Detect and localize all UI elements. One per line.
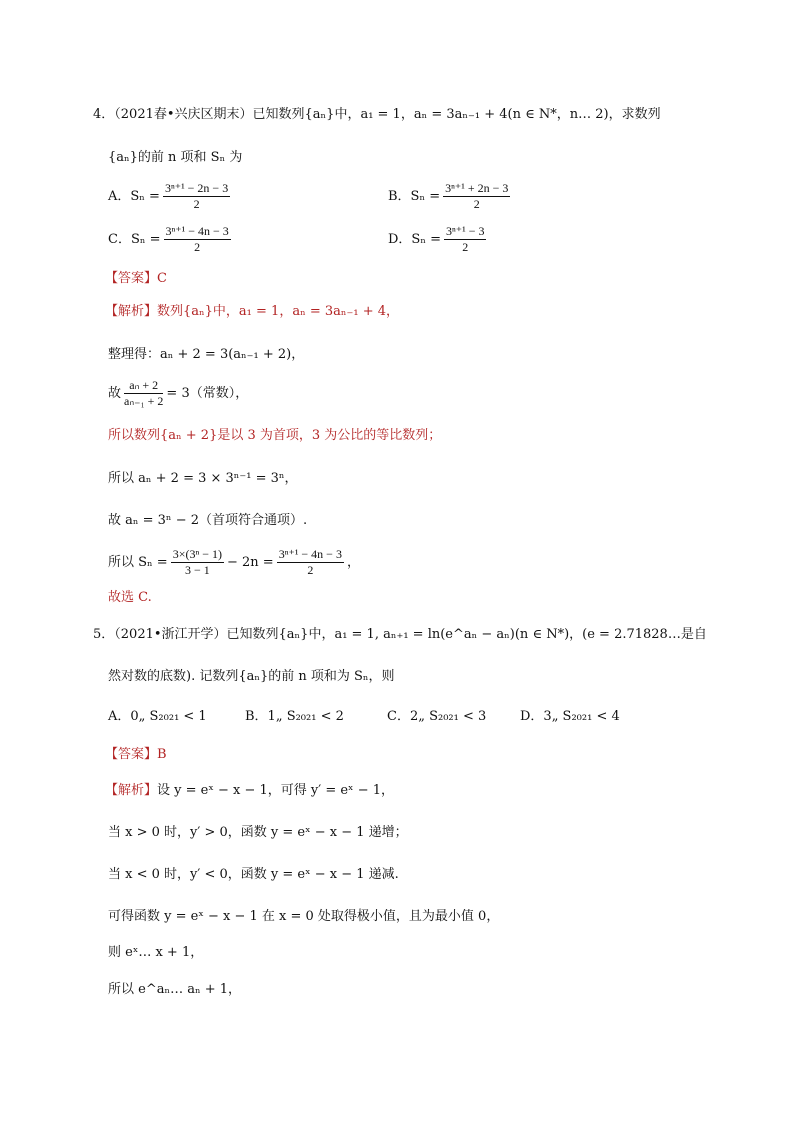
q4-stem-line2: {aₙ}的前 n 项和 Sₙ 为 bbox=[108, 150, 243, 165]
option-label: B．Sₙ = bbox=[388, 189, 441, 204]
option-denominator: 2 bbox=[473, 197, 480, 211]
q4-option-b bbox=[388, 181, 513, 212]
q5-stem-line1: 5．（2021•浙江开学）已知数列{aₙ}中，a₁ = 1, aₙ₊₁ = ln(e^aₙ − aₙ)(n ∈ N*)，(e = 2.71828…是自 bbox=[93, 627, 707, 642]
analysis-text: 数列{aₙ}中，a₁ = 1，aₙ = 3aₙ₋₁ + 4， bbox=[157, 304, 400, 319]
analysis-tag: 【解析】 bbox=[105, 783, 158, 798]
q5-option-d: D．3„ S₂₀₂₁ < 4 bbox=[520, 709, 620, 724]
q4-analysis-line6: 故 aₙ = 3ⁿ − 2（首项符合通项）. bbox=[108, 513, 308, 528]
answer-tag: 【答案】 bbox=[105, 747, 158, 762]
text: − 2n = bbox=[227, 555, 274, 570]
q5-stem-line2: 然对数的底数). 记数列{aₙ}的前 n 项和为 Sₙ，则 bbox=[108, 669, 395, 684]
option-numerator: 3ⁿ⁺¹ + 2n − 3 bbox=[445, 181, 509, 195]
text: 所以 Sₙ = bbox=[108, 555, 168, 570]
q5-analysis-line5: 则 eˣ… x + 1， bbox=[108, 945, 204, 960]
q5-analysis-line2: 当 x > 0 时，y′ > 0，函数 y = eˣ − x − 1 递增； bbox=[108, 825, 408, 840]
q4-analysis-line5: 所以 aₙ + 2 = 3 × 3ⁿ⁻¹ = 3ⁿ， bbox=[108, 471, 298, 486]
fraction-numerator: 3ⁿ⁺¹ − 4n − 3 bbox=[278, 547, 342, 561]
q4-analysis-line3 bbox=[108, 377, 248, 411]
option-numerator: 3ⁿ⁺¹ − 2n − 3 bbox=[164, 181, 229, 195]
q4-analysis-line4: 所以数列{aₙ + 2}是以 3 为首项，3 为公比的等比数列； bbox=[108, 428, 442, 443]
q4-answer bbox=[105, 270, 167, 288]
q4-analysis-line1 bbox=[105, 303, 399, 321]
q4-option-d bbox=[388, 224, 489, 255]
answer-value: C bbox=[157, 271, 167, 286]
option-denominator: 2 bbox=[193, 197, 200, 211]
q5-analysis-line1 bbox=[105, 782, 394, 800]
q4-analysis-line8: 故选 C. bbox=[108, 590, 152, 605]
q5-option-a: A．0„ S₂₀₂₁ < 1 bbox=[108, 709, 207, 724]
q5-option-b: B．1„ S₂₀₂₁ < 2 bbox=[245, 709, 344, 724]
q4-stem-line1: 4．（2021春•兴庆区期末）已知数列{aₙ}中，a₁ = 1，aₙ = 3aₙ₋₁ + 4(n ∈ N*，n… 2)，求数列 bbox=[93, 107, 661, 122]
option-denominator: 2 bbox=[194, 240, 201, 254]
answer-value: B bbox=[157, 747, 167, 762]
answer-tag: 【答案】 bbox=[105, 271, 158, 286]
option-numerator: 3ⁿ⁺¹ − 4n − 3 bbox=[165, 224, 229, 238]
text: ， bbox=[346, 555, 360, 570]
fraction-numerator: 3×(3ⁿ − 1) bbox=[172, 547, 222, 561]
option-denominator: 2 bbox=[462, 240, 469, 254]
option-label: C．Sₙ = bbox=[108, 232, 161, 247]
analysis-tag: 【解析】 bbox=[105, 304, 158, 319]
fraction-denominator: 3 − 1 bbox=[184, 563, 210, 577]
q5-option-c: C．2„ S₂₀₂₁ < 3 bbox=[387, 709, 487, 724]
q4-option-c bbox=[108, 224, 234, 255]
option-numerator: 3ⁿ⁺¹ − 3 bbox=[445, 224, 485, 238]
q5-answer bbox=[105, 746, 167, 764]
option-label: A．Sₙ = bbox=[108, 189, 160, 204]
q5-analysis-line4: 可得函数 y = eˣ − x − 1 在 x = 0 处取得极小值，且为最小值 0， bbox=[108, 909, 500, 924]
q4-analysis-line7 bbox=[108, 546, 360, 580]
q5-analysis-line3: 当 x < 0 时，y′ < 0，函数 y = eˣ − x − 1 递减. bbox=[108, 867, 399, 882]
fraction-denominator: aₙ₋₁ + 2 bbox=[124, 394, 164, 408]
fraction-denominator: 2 bbox=[307, 563, 314, 577]
q4-analysis-line2: 整理得：aₙ + 2 = 3(aₙ₋₁ + 2)， bbox=[108, 347, 305, 362]
fraction-numerator: aₙ + 2 bbox=[124, 378, 163, 394]
option-label: D．Sₙ = bbox=[388, 232, 441, 247]
q4-option-a bbox=[108, 181, 233, 212]
text: = 3（常数）， bbox=[166, 386, 249, 401]
q5-analysis-line6: 所以 e^aₙ… aₙ + 1， bbox=[108, 982, 242, 997]
analysis-text: 设 y = eˣ − x − 1，可得 y′ = eˣ − 1， bbox=[157, 783, 394, 798]
text: 故 bbox=[108, 386, 122, 401]
